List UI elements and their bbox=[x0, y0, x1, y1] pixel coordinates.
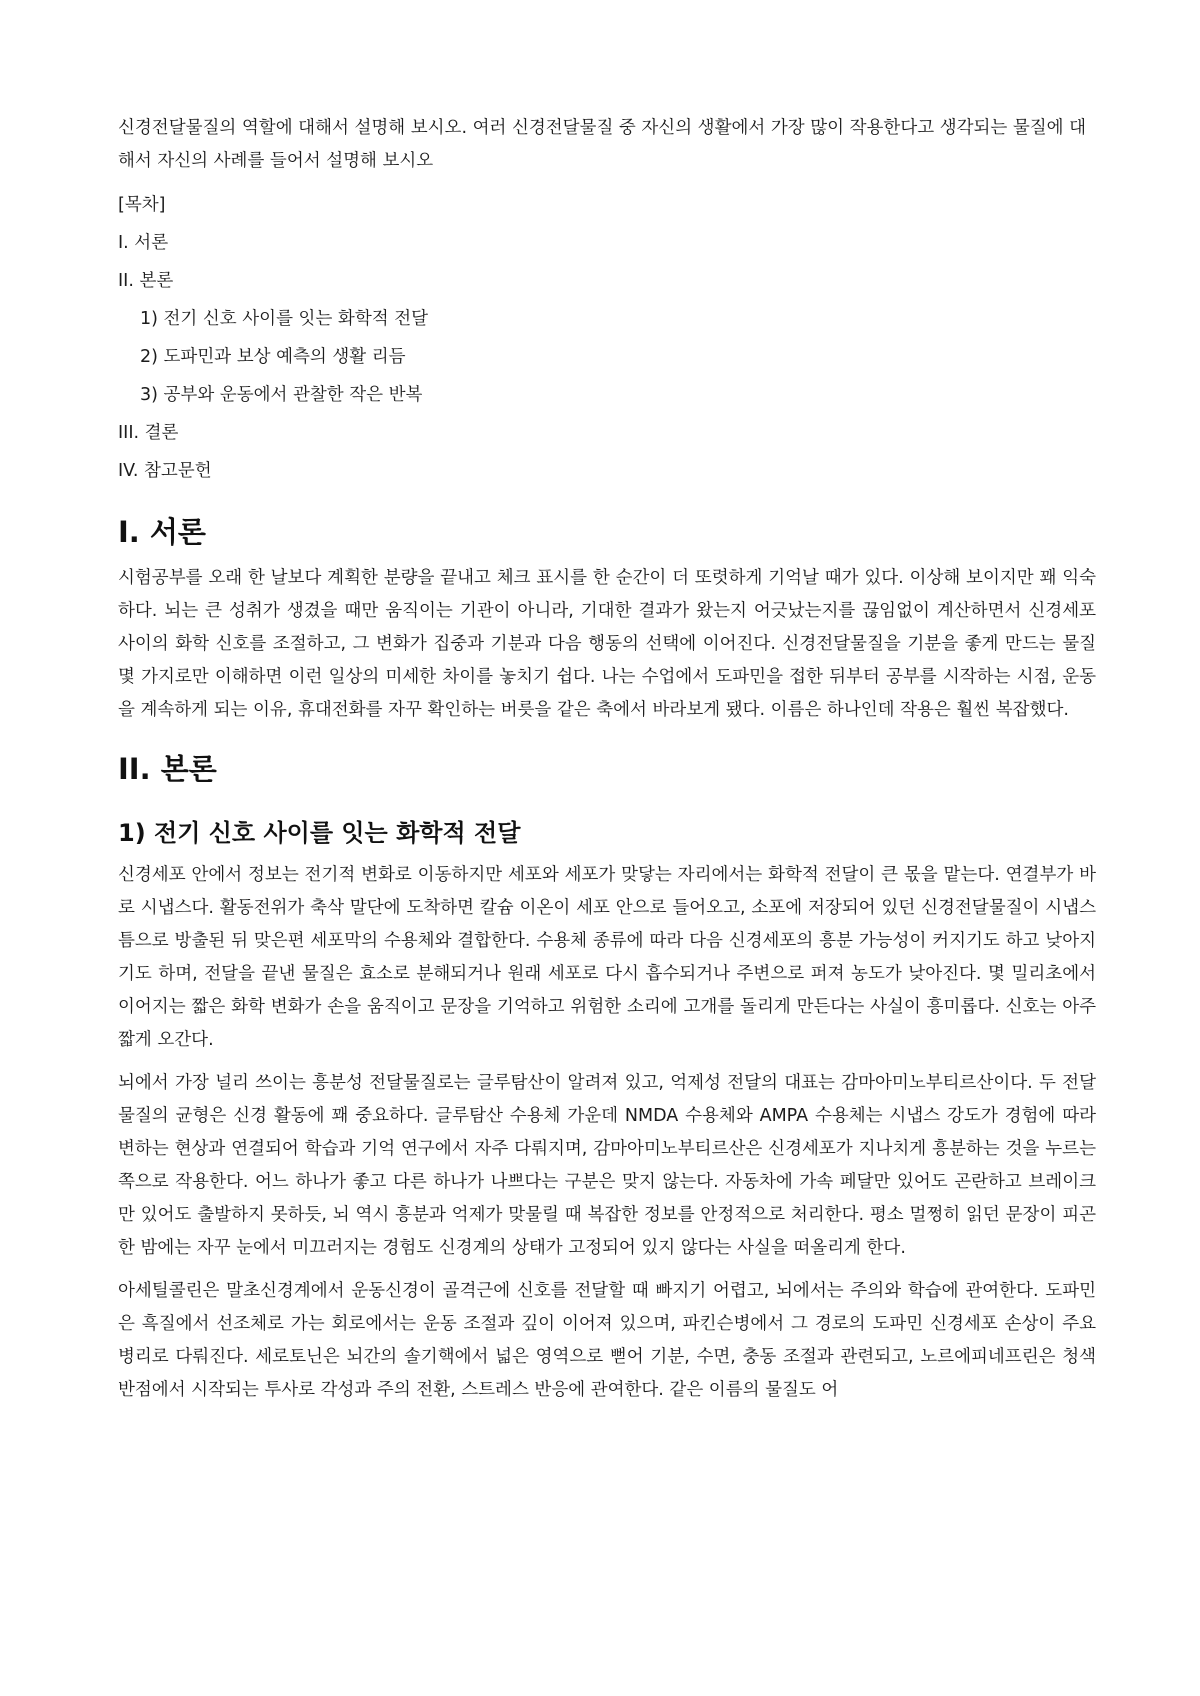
toc-subitem-3: 3) 공부와 운동에서 관찰한 작은 반복 bbox=[140, 385, 423, 405]
body-paragraph-1: 신경세포 안에서 정보는 전기적 변화로 이동하지만 세포와 세포가 맞닿는 자리에서는 화학적 전달이 큰 몫을 맡는다. 연결부가 바로 시냅스다. 활동전위가 축삭 말단에 도착하면 칼슘 이온이 세포 안으로 들어오고, 소포에 저장되어 있던 신경전달물질이 시냅스 틈으로 방출된 뒤 맞은편 세포막의 수용체와 결합한다. 수용체 종류에 따라 다음 신경세포의 흥분 가능성이 커지기도 하고 낮아지기도 하며, 전달을 끝낸 물질은 효소로 분해되거나 원래 세포로 다시 흡수되거나 주변으로 퍼져 농도가 낮아진다. 몇 밀리초에서 이어지는 짧은 화학 변화가 손을 움직이고 문장을 기억하고 위험한 소리에 고개를 돌리게 만든다는 사실이 흥미롭다. 신호는 아주 짧게 오간다. bbox=[118, 865, 1096, 1050]
toc-label: [목차] bbox=[118, 195, 166, 215]
body-paragraph-3: 아세틸콜린은 말초신경계에서 운동신경이 골격근에 신호를 전달할 때 빠지기 어렵고, 뇌에서는 주의와 학습에 관여한다. 도파민은 흑질에서 선조체로 가는 회로에서는 운동 조절과 깊이 이어져 있으며, 파킨슨병에서 그 경로의 도파민 신경세포 손상이 주요 병리로 다뤄진다. 세로토닌은 뇌간의 솔기핵에서 넓은 영역으로 뻗어 기분, 수면, 충동 조절과 관련되고, 노르에피네프린은 청색반점에서 시작되는 투사로 각성과 주의 전환, 스트레스 반응에 관여한다. 같은 이름의 물질도 어 bbox=[118, 1281, 1096, 1400]
section-heading-body: II. 본론 bbox=[118, 752, 217, 786]
table-of-contents bbox=[118, 186, 1096, 490]
toc-item-body: II. 본론 bbox=[118, 271, 174, 291]
body-paragraph-2: 뇌에서 가장 널리 쓰이는 흥분성 전달물질로는 글루탐산이 알려져 있고, 억제성 전달의 대표는 감마아미노부티르산이다. 두 전달물질의 균형은 신경 활동에 꽤 중요하다. 글루탐산 수용체 가운데 NMDA 수용체와 AMPA 수용체는 시냅스 강도가 경험에 따라 변하는 현상과 연결되어 학습과 기억 연구에서 자주 다뤄지며, 감마아미노부티르산은 신경세포가 지나치게 흥분하는 것을 누르는 쪽으로 작용한다. 어느 하나가 좋고 다른 하나가 나쁘다는 구분은 맞지 않는다. 자동차에 가속 페달만 있어도 곤란하고 브레이크만 있어도 출발하지 못하듯, 뇌 역시 흥분과 억제가 맞물릴 때 복잡한 정보를 안정적으로 처리한다. 평소 멀쩡히 읽던 문장이 피곤한 밤에는 자꾸 눈에서 미끄러지는 경험도 신경계의 상태가 고정되어 있지 않다는 사실을 떠올리게 한다. bbox=[118, 1073, 1096, 1258]
toc-item-conclusion: III. 결론 bbox=[118, 423, 179, 443]
assignment-question: 신경전달물질의 역할에 대해서 설명해 보시오. 여러 신경전달물질 중 자신의 생활에서 가장 많이 작용한다고 생각되는 물질에 대해서 자신의 사례를 들어서 설명해 보시오 bbox=[118, 118, 1087, 171]
introduction-paragraph: 시험공부를 오래 한 날보다 계획한 분량을 끝내고 체크 표시를 한 순간이 더 또렷하게 기억날 때가 있다. 이상해 보이지만 꽤 익숙하다. 뇌는 큰 성취가 생겼을 때만 움직이는 기관이 아니라, 기대한 결과가 왔는지 어긋났는지를 끊임없이 계산하면서 신경세포 사이의 화학 신호를 조절하고, 그 변화가 집중과 기분과 다음 행동의 선택에 이어진다. 신경전달물질을 기분을 좋게 만드는 물질 몇 가지로만 이해하면 이런 일상의 미세한 차이를 놓치기 쉽다. 나는 수업에서 도파민을 접한 뒤부터 공부를 시작하는 시점, 운동을 계속하게 되는 이유, 휴대전화를 자꾸 확인하는 버릇을 같은 축에서 바라보게 됐다. 이름은 하나인데 작용은 훨씬 복잡했다. bbox=[118, 568, 1096, 720]
toc-item-references: IV. 참고문헌 bbox=[118, 461, 212, 481]
toc-subitem-1: 1) 전기 신호 사이를 잇는 화학적 전달 bbox=[140, 309, 429, 329]
toc-subitem-2: 2) 도파민과 보상 예측의 생활 리듬 bbox=[140, 347, 406, 367]
toc-item-introduction: I. 서론 bbox=[118, 233, 169, 253]
subsection-heading-1: 1) 전기 신호 사이를 잇는 화학적 전달 bbox=[118, 819, 521, 847]
section-heading-introduction: I. 서론 bbox=[118, 515, 206, 549]
